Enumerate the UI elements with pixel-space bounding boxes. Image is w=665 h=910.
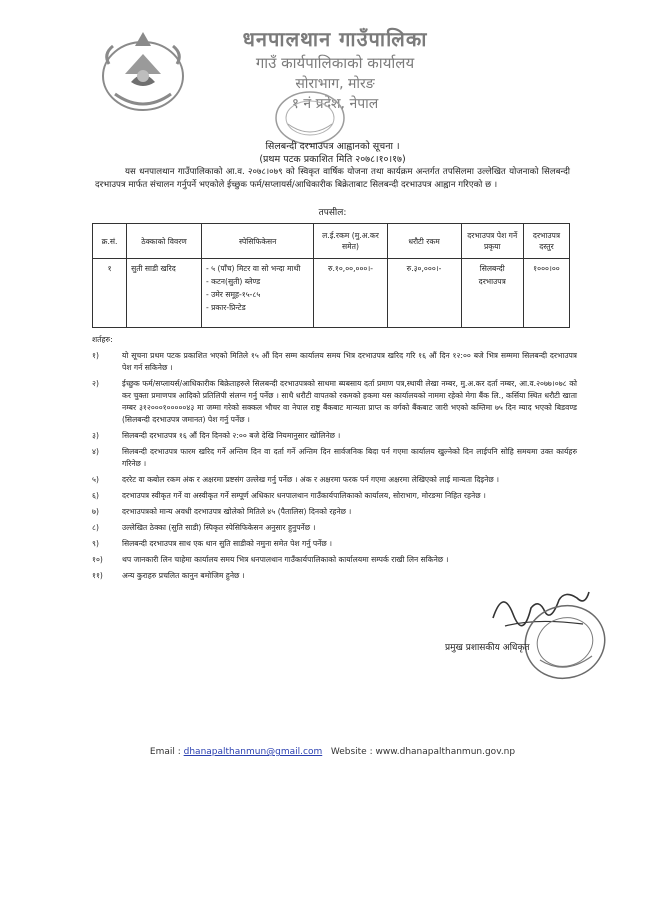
list-item	[92, 490, 577, 502]
email-link[interactable]: dhanapalthanmun@gmail.com	[183, 747, 323, 757]
org-name: धनपालथान गाउँपालिका	[242, 27, 428, 51]
list-item	[92, 538, 577, 550]
website-label: Website :	[330, 747, 373, 757]
col-header-description: ठेक्काको विवरण	[127, 224, 202, 259]
notice-subtitle: (प्रथम पटक प्रकाशित मिति २०७८।१०।१७)	[259, 154, 406, 165]
term-number: १०)	[92, 555, 103, 564]
list-item	[92, 474, 577, 486]
office-stamp-icon	[270, 88, 350, 148]
table-row	[93, 259, 570, 328]
col-header-fee: दरभाउपत्र दस्तुर	[523, 224, 569, 259]
col-header-process: दरभाउपत्र पेश गर्ने प्रकृया	[461, 224, 523, 259]
office-place: सोराभाग, मोरङ	[295, 76, 375, 92]
footer	[0, 747, 665, 757]
cell-spec	[201, 259, 313, 328]
term-text: यो सूचना प्रथम पटक प्रकाशित भएको मितिले १५ औं दिन सम्म कार्यालय समय भित्र दरभाउपत्र खरिद गरि १६ औं दिन १२:०० बजे भित्र सम्ममा सिलबन्दी दरभाउपत्र पेश गर्न सकिनेछ ।	[122, 351, 577, 372]
term-number: ६)	[92, 491, 99, 500]
term-number: ९)	[92, 539, 99, 548]
terms-label: शर्तहरु:	[92, 335, 113, 344]
cell-deposit: रु.३०,०००।-	[387, 259, 461, 328]
spec-line: - कटन(सुती) ब्लेण्ड	[205, 277, 261, 286]
term-text: दररेट वा कबोल रकम अंक र अक्षरमा प्रष्टसंग उल्लेख गर्नु पर्नेछ । अंक र अक्षरमा फरक पर्न गएमा अक्षरमा लेखिएको लाई मान्यता दिइनेछ ।	[122, 475, 499, 484]
cell-process: सिलबन्दी दरभाउपत्र	[461, 259, 523, 328]
col-header-estimate: ल.ई.रकम (मु.अ.कर समेत)	[314, 224, 387, 259]
list-item	[92, 350, 577, 374]
col-header-deposit: धरौटी रकम	[387, 224, 461, 259]
office-province: १ नं प्रदेश, नेपाल	[291, 96, 379, 112]
office-name: गाउँ कार्यपालिकाको कार्यालय	[255, 54, 415, 72]
term-number: ५)	[92, 475, 99, 484]
term-text: सिलबन्दी दरभाउपत्र १६ औं दिन दिनको २:०० बजे देखि नियमानुसार खोलिनेछ ।	[122, 431, 341, 440]
terms-list	[92, 350, 577, 586]
list-item	[92, 522, 577, 534]
list-item	[92, 446, 577, 470]
signature-stamp-icon	[520, 600, 610, 685]
term-text: उल्लेखित ठेक्का (सुति साडी) स्पिकृत स्पेसिफिकेसन अनुसार हुनुपर्नेछ ।	[122, 523, 316, 532]
email-label: Email :	[149, 747, 181, 757]
tapasil-label: तपसील:	[318, 208, 347, 218]
notice-title: सिलबन्दी दरभाउपत्र आह्वानको सूचना ।	[265, 141, 400, 152]
table-header-row	[93, 224, 570, 259]
nepal-emblem-icon	[95, 24, 191, 116]
website-link[interactable]: www.dhanapalthanmun.gov.np	[375, 747, 516, 757]
term-text: अन्य कुराहरु प्रचलित कानुन बमोजिम हुनेछ ।	[122, 571, 245, 580]
cell-fee: १०००।००	[523, 259, 569, 328]
spec-line: - ५ (पाँच) मिटर वा सो भन्दा माथी	[205, 264, 301, 273]
term-text: सिलबन्दी दरभाउपत्र साथ एक थान सुति साडीको नमुना समेत पेश गर्नु पर्नेछ ।	[122, 539, 333, 548]
list-item	[92, 378, 577, 426]
cell-description: सुती साडी खरिद	[127, 259, 202, 328]
spec-line: - प्रकार-प्रिन्टेड	[205, 303, 246, 312]
term-number: ८)	[92, 523, 99, 532]
cell-estimate: रु.१०,००,०००।-	[314, 259, 387, 328]
term-text: दरभाउपत्रको मान्य अवधी दरभाउपत्र खोलेको मितिले ४५ (पैतालिस) दिनको रहनेछ ।	[122, 507, 352, 516]
term-number: ४)	[92, 447, 99, 456]
term-text: थप जानकारी लिन चाहेमा कार्यालय समय भित्र धनपालथान गाउँकार्यपालिकाको कार्यालयमा सम्पर्क राखी लिन सकिनेछ ।	[122, 555, 449, 564]
term-number: १)	[92, 351, 99, 360]
term-text: ईच्छुक फर्म/सप्लायर्स/आधिकारीक बिक्रेताहरुले सिलबन्दी दरभाउपत्रको साथमा ब्यबसाय दर्ता प्रमाण पत्र,स्थायी लेखा नम्बर, मु.अ.कर दर्ता नम्बर, आ.व.२०७७।०७८ को कर चुक्ता प्रमाणपत्र आदिको प्रतिलिपी संलग्न गर्नु पर्नेछ । साथै धरौटी वापतको रकमको हकमा यस कार्यालयको नाममा रहेको मेगा बैंक लि., कर्सिया स्थित धरौटी खाता नम्बर ३१२०००१०००००४३ मा जम्मा गरेको सक्कल भौचर वा नेपाल राष्ट्र बैंकबाट मान्यता प्राप्त क वर्गको बैंकबाट जारी भएको कम्तिमा ७५ दिन म्याद भएको बिडवण्ड (सिलबन्दी दरभाउपत्र जमानत) पेश गर्नु पर्नेछ ।	[122, 379, 577, 424]
list-item	[92, 506, 577, 518]
term-text: सिलबन्दी दरभाउपत्र फारम खरिद गर्ने अन्तिम दिन वा दर्ता गर्ने अन्तिम दिन सार्वजनिक बिदा पर्न गएमा कार्यालय खुल्नेको दिन लाईपनि सोहि समयमा उक्त कार्यहरु गरिनेछ ।	[122, 447, 577, 468]
list-item	[92, 554, 577, 566]
col-header-sn: क्र.सं.	[93, 224, 127, 259]
term-number: ११)	[92, 571, 103, 580]
col-header-spec: स्पेसिफिकेसन	[201, 224, 313, 259]
cell-sn: १	[93, 259, 127, 328]
spec-line: - उमेर समूह-१५-८५	[205, 290, 261, 299]
signature-title: प्रमुख प्रशासकीय अधिकृत	[445, 643, 530, 653]
bid-table	[92, 223, 570, 328]
term-number: ३)	[92, 431, 99, 440]
term-number: २)	[92, 379, 99, 388]
term-number: ७)	[92, 507, 99, 516]
list-item	[92, 430, 577, 442]
term-text: दरभाउपत्र स्वीकृत गर्ने वा अस्वीकृत गर्ने सम्पूर्ण अधिकार धनपालथान गाउँकार्यपालिकाको कार्यालय, सोराभाग, मोरङमा निहित रहनेछ ।	[122, 491, 486, 500]
notice-intro: यस धनपालथान गाउँपालिकाको आ.व. २०७८।०७९ को स्विकृत वार्षिक योजना तथा कार्यक्रम अन्तर्गत तपसिलमा उल्लेखित योजनाको सिलबन्दी दरभाउपत्र मार्फत संचालन गर्नुपर्ने भएकोले ईच्छुक फर्म/सप्लायर्स/आधिकारीक बिक्रेताबाट सिलबन्दी दरभाउपत्र आह्वान गरिएको छ ।	[95, 167, 570, 190]
